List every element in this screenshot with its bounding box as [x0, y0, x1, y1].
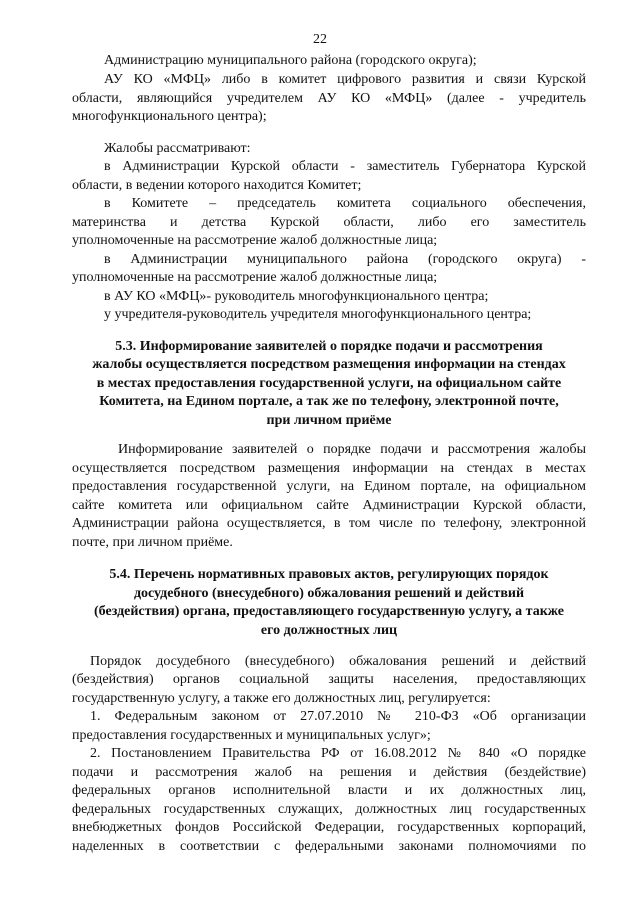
text-line: наделенных в соответствии с федеральными законами полномочиями по: [72, 839, 586, 854]
text-line: АУ КО «МФЦ» либо в комитет цифрового развития и связи Курской: [104, 72, 586, 87]
text-line: материнства и детства Курской области, либо его заместитель: [72, 215, 586, 230]
text-line: многофункционального центра);: [72, 109, 267, 124]
text-line: предоставления государственных и муниципальных услуг»;: [72, 728, 431, 743]
text-line: Информирование заявителей о порядке подачи и рассмотрения жалобы: [118, 442, 586, 457]
text-line: области, являющийся учредителем АУ КО «МФЦ» (далее - учредитель: [72, 91, 586, 106]
text-line: подачи и рассмотрения жалоб на решения и действия (бездействие): [72, 765, 586, 780]
text-line: федеральных органов исполнительной власти и их должностных лиц,: [72, 783, 586, 798]
heading-line: в местах предоставления государственной услуги, на официальном сайте: [96, 376, 562, 391]
text-line: Администрации района осуществляется, в том числе по телефону, электронной: [72, 516, 586, 531]
text-line: уполномоченные на рассмотрение жалоб должностные лица;: [72, 270, 438, 285]
page-number: 22: [313, 32, 327, 47]
heading-line: жалобы осуществляется посредством размещения информации на стендах: [92, 357, 566, 372]
text-line: Администрацию муниципального района (городского округа);: [104, 53, 477, 68]
heading-line: его должностных лиц: [260, 623, 398, 638]
heading-line: досудебного (внесудебного) обжалования решений и действий: [133, 586, 525, 601]
heading-line: 5.3. Информирование заявителей о порядке подачи и рассмотрения: [115, 339, 543, 354]
text-line: сайте комитета или официальном сайте Администрации Курской области,: [72, 498, 586, 513]
text-line: 1. Федеральным законом от 27.07.2010 № 210-ФЗ «Об организации: [90, 709, 586, 724]
heading-line: 5.4. Перечень нормативных правовых актов, регулирующих порядок: [109, 567, 549, 582]
text-line: федеральных государственных служащих, должностных лиц государственных: [72, 802, 586, 817]
text-line: осуществляется посредством размещения информации на стендах в местах: [72, 461, 586, 476]
text-line: государственную услугу, а также его должностных лиц, регулируется:: [72, 691, 491, 706]
text-line: уполномоченные на рассмотрение жалоб должностные лица;: [72, 233, 438, 248]
text-line: области, в ведении которого находится Комитет;: [72, 178, 362, 193]
text-line: внебюджетных фондов Российской Федерации, государственных корпораций,: [72, 820, 586, 835]
text-line: у учредителя-руководитель учредителя многофункционального центра;: [104, 307, 532, 322]
text-line: в Администрации Курской области - заместитель Губернатора Курской: [104, 159, 586, 174]
text-line: (бездействия) органов социальной защиты населения, предоставляющих: [72, 672, 586, 687]
text-line: в Администрации муниципального района (городского округа) -: [104, 252, 586, 267]
text-line: 2. Постановлением Правительства РФ от 16.08.2012 № 840 «О порядке: [90, 746, 586, 761]
heading-line: (бездействия) органа, предоставляющего государственную услугу, а также: [94, 604, 564, 619]
heading-line: при личном приёме: [266, 413, 392, 428]
text-line: в АУ КО «МФЦ»- руководитель многофункционального центра;: [104, 289, 489, 304]
text-line: предоставления государственной услуги, на Едином портале, на официальном: [72, 479, 586, 494]
text-line: Жалобы рассматривают:: [104, 141, 251, 156]
heading-line: Комитета, на Едином портале, а так же по телефону, электронной почте,: [99, 394, 559, 409]
text-line: в Комитете – председатель комитета социального обеспечения,: [104, 196, 586, 211]
text-line: почте, при личном приёме.: [72, 535, 233, 550]
text-line: Порядок досудебного (внесудебного) обжалования решений и действий: [90, 654, 586, 669]
